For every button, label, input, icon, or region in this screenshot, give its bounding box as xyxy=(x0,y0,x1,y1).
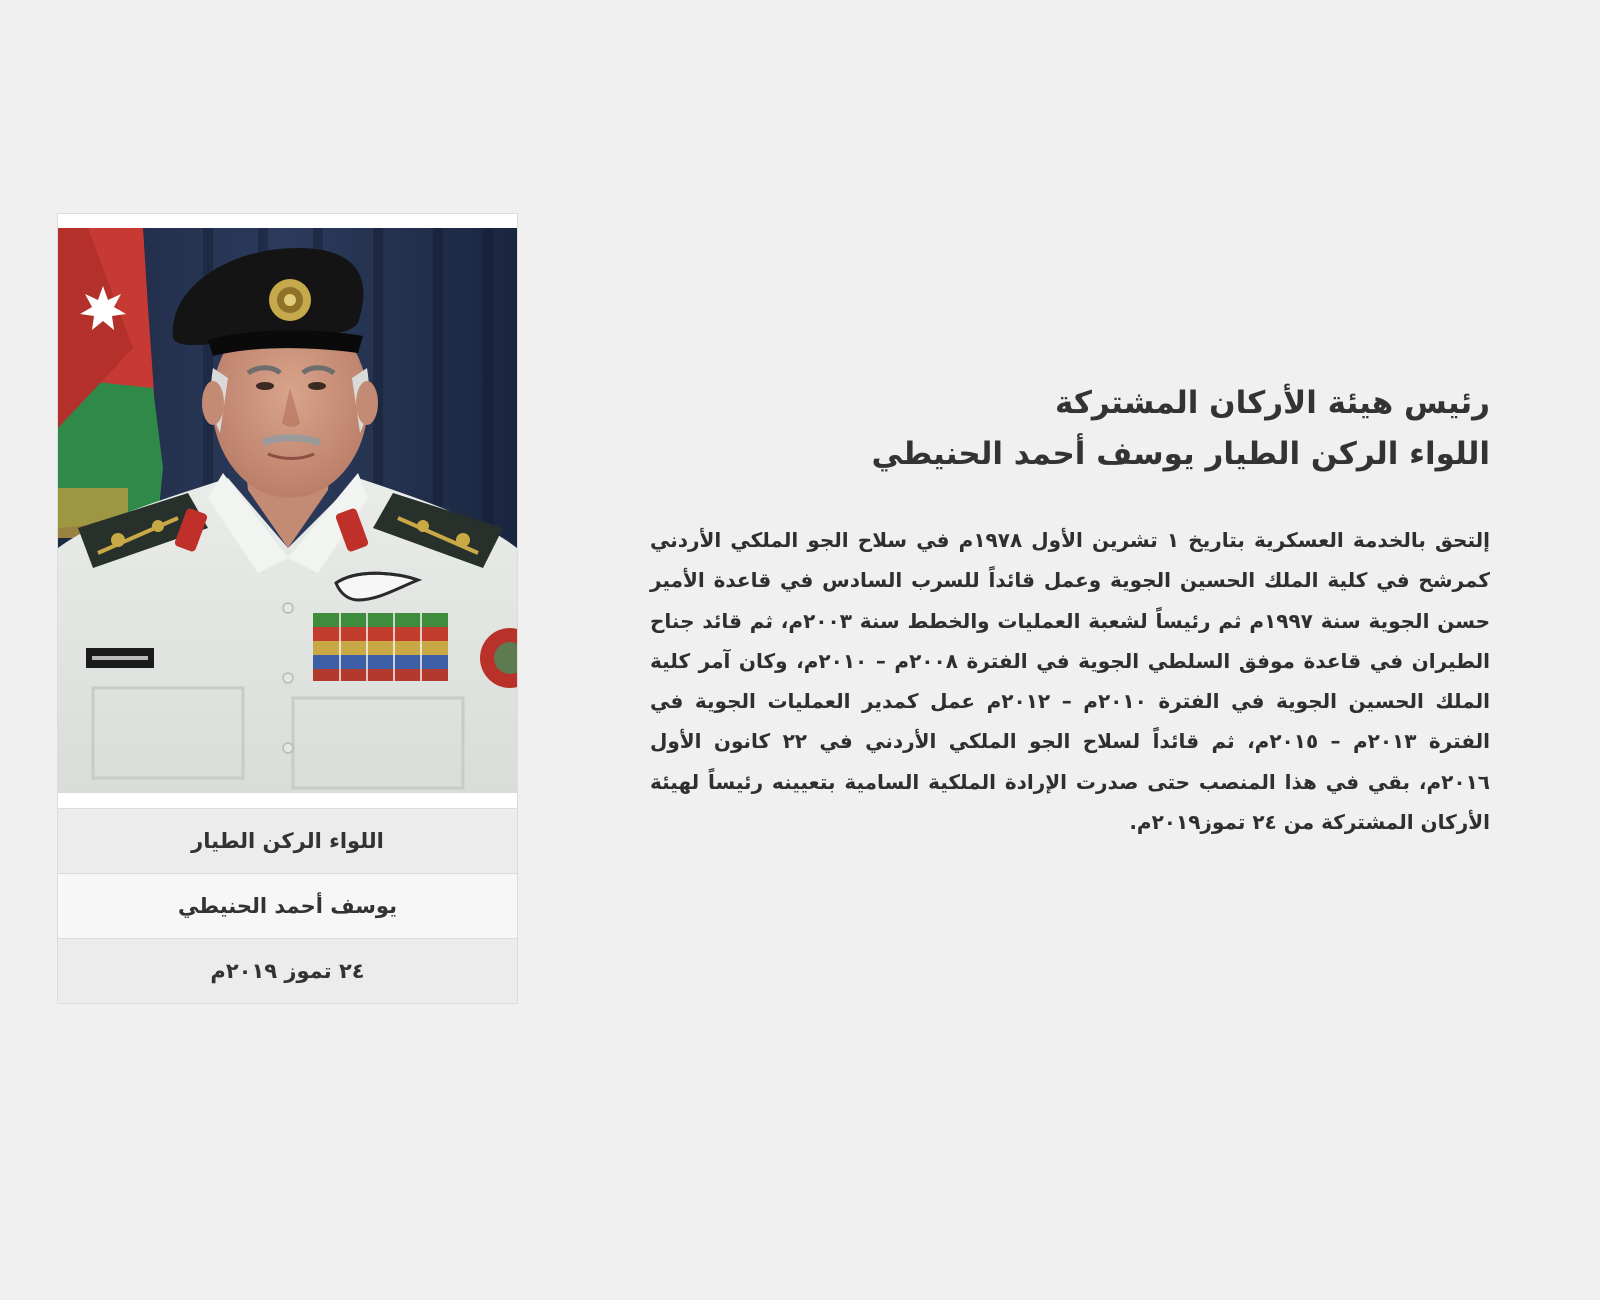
portrait-photo xyxy=(58,228,517,793)
person-title: اللواء الركن الطيار يوسف أحمد الحنيطي xyxy=(871,436,1490,472)
position-title: رئيس هيئة الأركان المشتركة xyxy=(1055,385,1490,421)
biography-text: إلتحق بالخدمة العسكرية بتاريخ ١ تشرين الأول ١٩٧٨م في سلاح الجو الملكي الأردني كمرشح في كلية الملك الحسين الجوية وعمل قائداً للسرب السادس في قاعدة الأمير حسن الجوية سنة ١٩٩٧م ثم رئيساً لشعبة العمليات والخطط سنة ٢٠٠٣م، ثم قائد جناح الطيران في قاعدة موفق السلطي الجوية في الفترة ٢٠٠٨م – ٢٠١٠م، وكان آمر كلية الملك الحسين الجوية في الفترة ٢٠١٠م – ٢٠١٢م عمل كمدير العمليات الجوية في الفترة ٢٠١٣م – ٢٠١٥م، ثم قائداً لسلاح الجو الملكي الأردني في ٢٢ كانون الأول ٢٠١٦م، بقي في هذا المنصب حتى صدرت الإرادة الملكية السامية بتعيينه رئيساً لهيئة الأركان المشتركة من ٢٤ تموز٢٠١٩م. xyxy=(650,528,1491,835)
card-date: ٢٤ تموز ٢٠١٩م xyxy=(58,938,517,1003)
card-name: يوسف أحمد الحنيطي xyxy=(58,873,517,938)
profile-card xyxy=(57,213,518,1004)
biography-section xyxy=(650,378,1490,842)
card-rank: اللواء الركن الطيار xyxy=(58,808,517,873)
